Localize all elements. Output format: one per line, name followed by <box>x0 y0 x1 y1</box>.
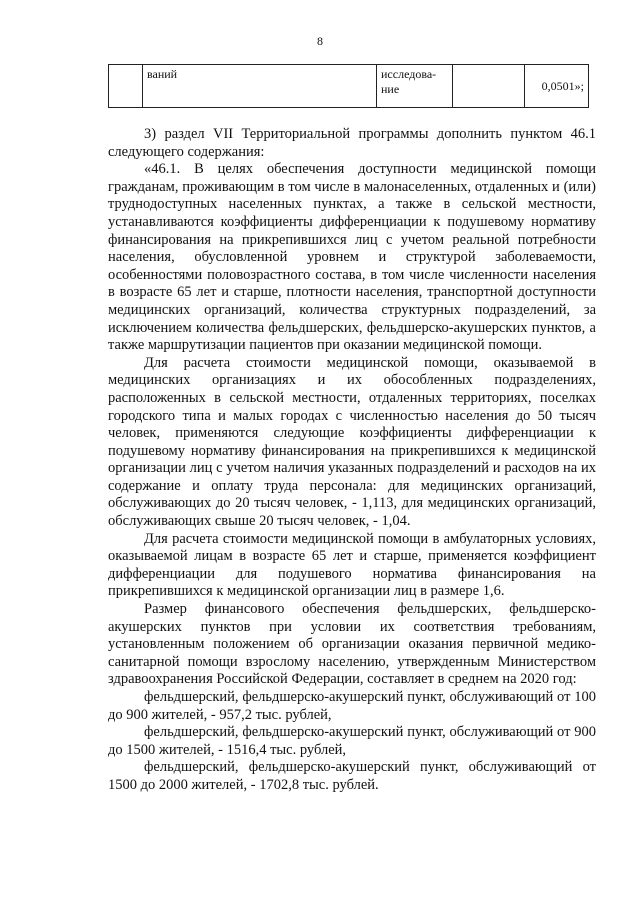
paragraph: Размер финансового обеспечения фельдшерских, фельдшерско-акушерских пунктов при условии их соответствия требованиям, установленным положением об организации оказания первичной медико-санитарной помощи взрослому населению, утвержденным Министерством здравоохранения Российской Федерации, составляет в среднем на 2020 год: <box>108 601 596 688</box>
paragraph: фельдшерский, фельдшерско-акушерский пункт, обслуживающий от 100 до 900 жителей, - 957,2 тыс. рублей, <box>108 689 596 723</box>
paragraph: «46.1. В целях обеспечения доступности медицинской помощи гражданам, проживающим в том числе в малонаселенных, отдаленных и (или) труднодоступных населенных пунктах, а также в сельской местности, устанавливаются коэффициенты дифференциации к подушевому нормативу финансирования на прикрепившихся лиц с учетом реальной потребности населения, обусловленной уровнем и структурой заболеваемости, особенностями половозрастного состава, в том числе численности населения в возрасте 65 лет и старше, плотности населения, транспортной доступности медицинских организаций, количества структурных подразделений, за исключением количества фельдшерских, фельдшерско-акушерских пунктов, а также маршрутизации пациентов при оказании медицинской помощи. <box>108 161 596 354</box>
table-cell-value: 0,0501»; <box>525 65 589 108</box>
paragraph: Для расчета стоимости медицинской помощи, оказываемой в медицинских организациях и их обособленных подразделениях, расположенных в сельской местности, отдаленных территориях, поселках городского типа и малых городах с численностью населения до 50 тысяч человек, применяются следующие коэффициенты дифференциации к подушевому нормативу финансирования на прикрепившихся к медицинской организации лиц с учетом наличия указанных подразделений и расходов на их содержание и оплату труда персонала: для медицинских организаций, обслуживающих до 20 тысяч человек, - 1,113, для медицинских организаций, обслуживающих свыше 20 тысяч человек, - 1,04. <box>108 354 596 530</box>
table-cell <box>453 65 525 108</box>
paragraph: 3) раздел VII Территориальной программы дополнить пунктом 46.1 следующего содержания: <box>108 126 596 160</box>
document-body <box>108 126 596 795</box>
paragraph: фельдшерский, фельдшерско-акушерский пункт, обслуживающий от 1500 до 2000 жителей, - 1702,8 тыс. рублей. <box>108 759 596 793</box>
table-cell: ваний <box>143 65 377 108</box>
paragraph: фельдшерский, фельдшерско-акушерский пункт, обслуживающий от 900 до 1500 жителей, - 1516,4 тыс. рублей, <box>108 724 596 758</box>
table-cell: исследова-ние <box>377 65 453 108</box>
table-cell <box>109 65 143 108</box>
table-row <box>109 65 589 108</box>
page-number: 8 <box>317 34 323 48</box>
table-fragment <box>108 64 589 108</box>
paragraph: Для расчета стоимости медицинской помощи в амбулаторных условиях, оказываемой лицам в возрасте 65 лет и старше, применяется коэффициент дифференциации для подушевого норматива финансирования на прикрепившихся к медицинской организации лиц в размере 1,6. <box>108 530 596 600</box>
